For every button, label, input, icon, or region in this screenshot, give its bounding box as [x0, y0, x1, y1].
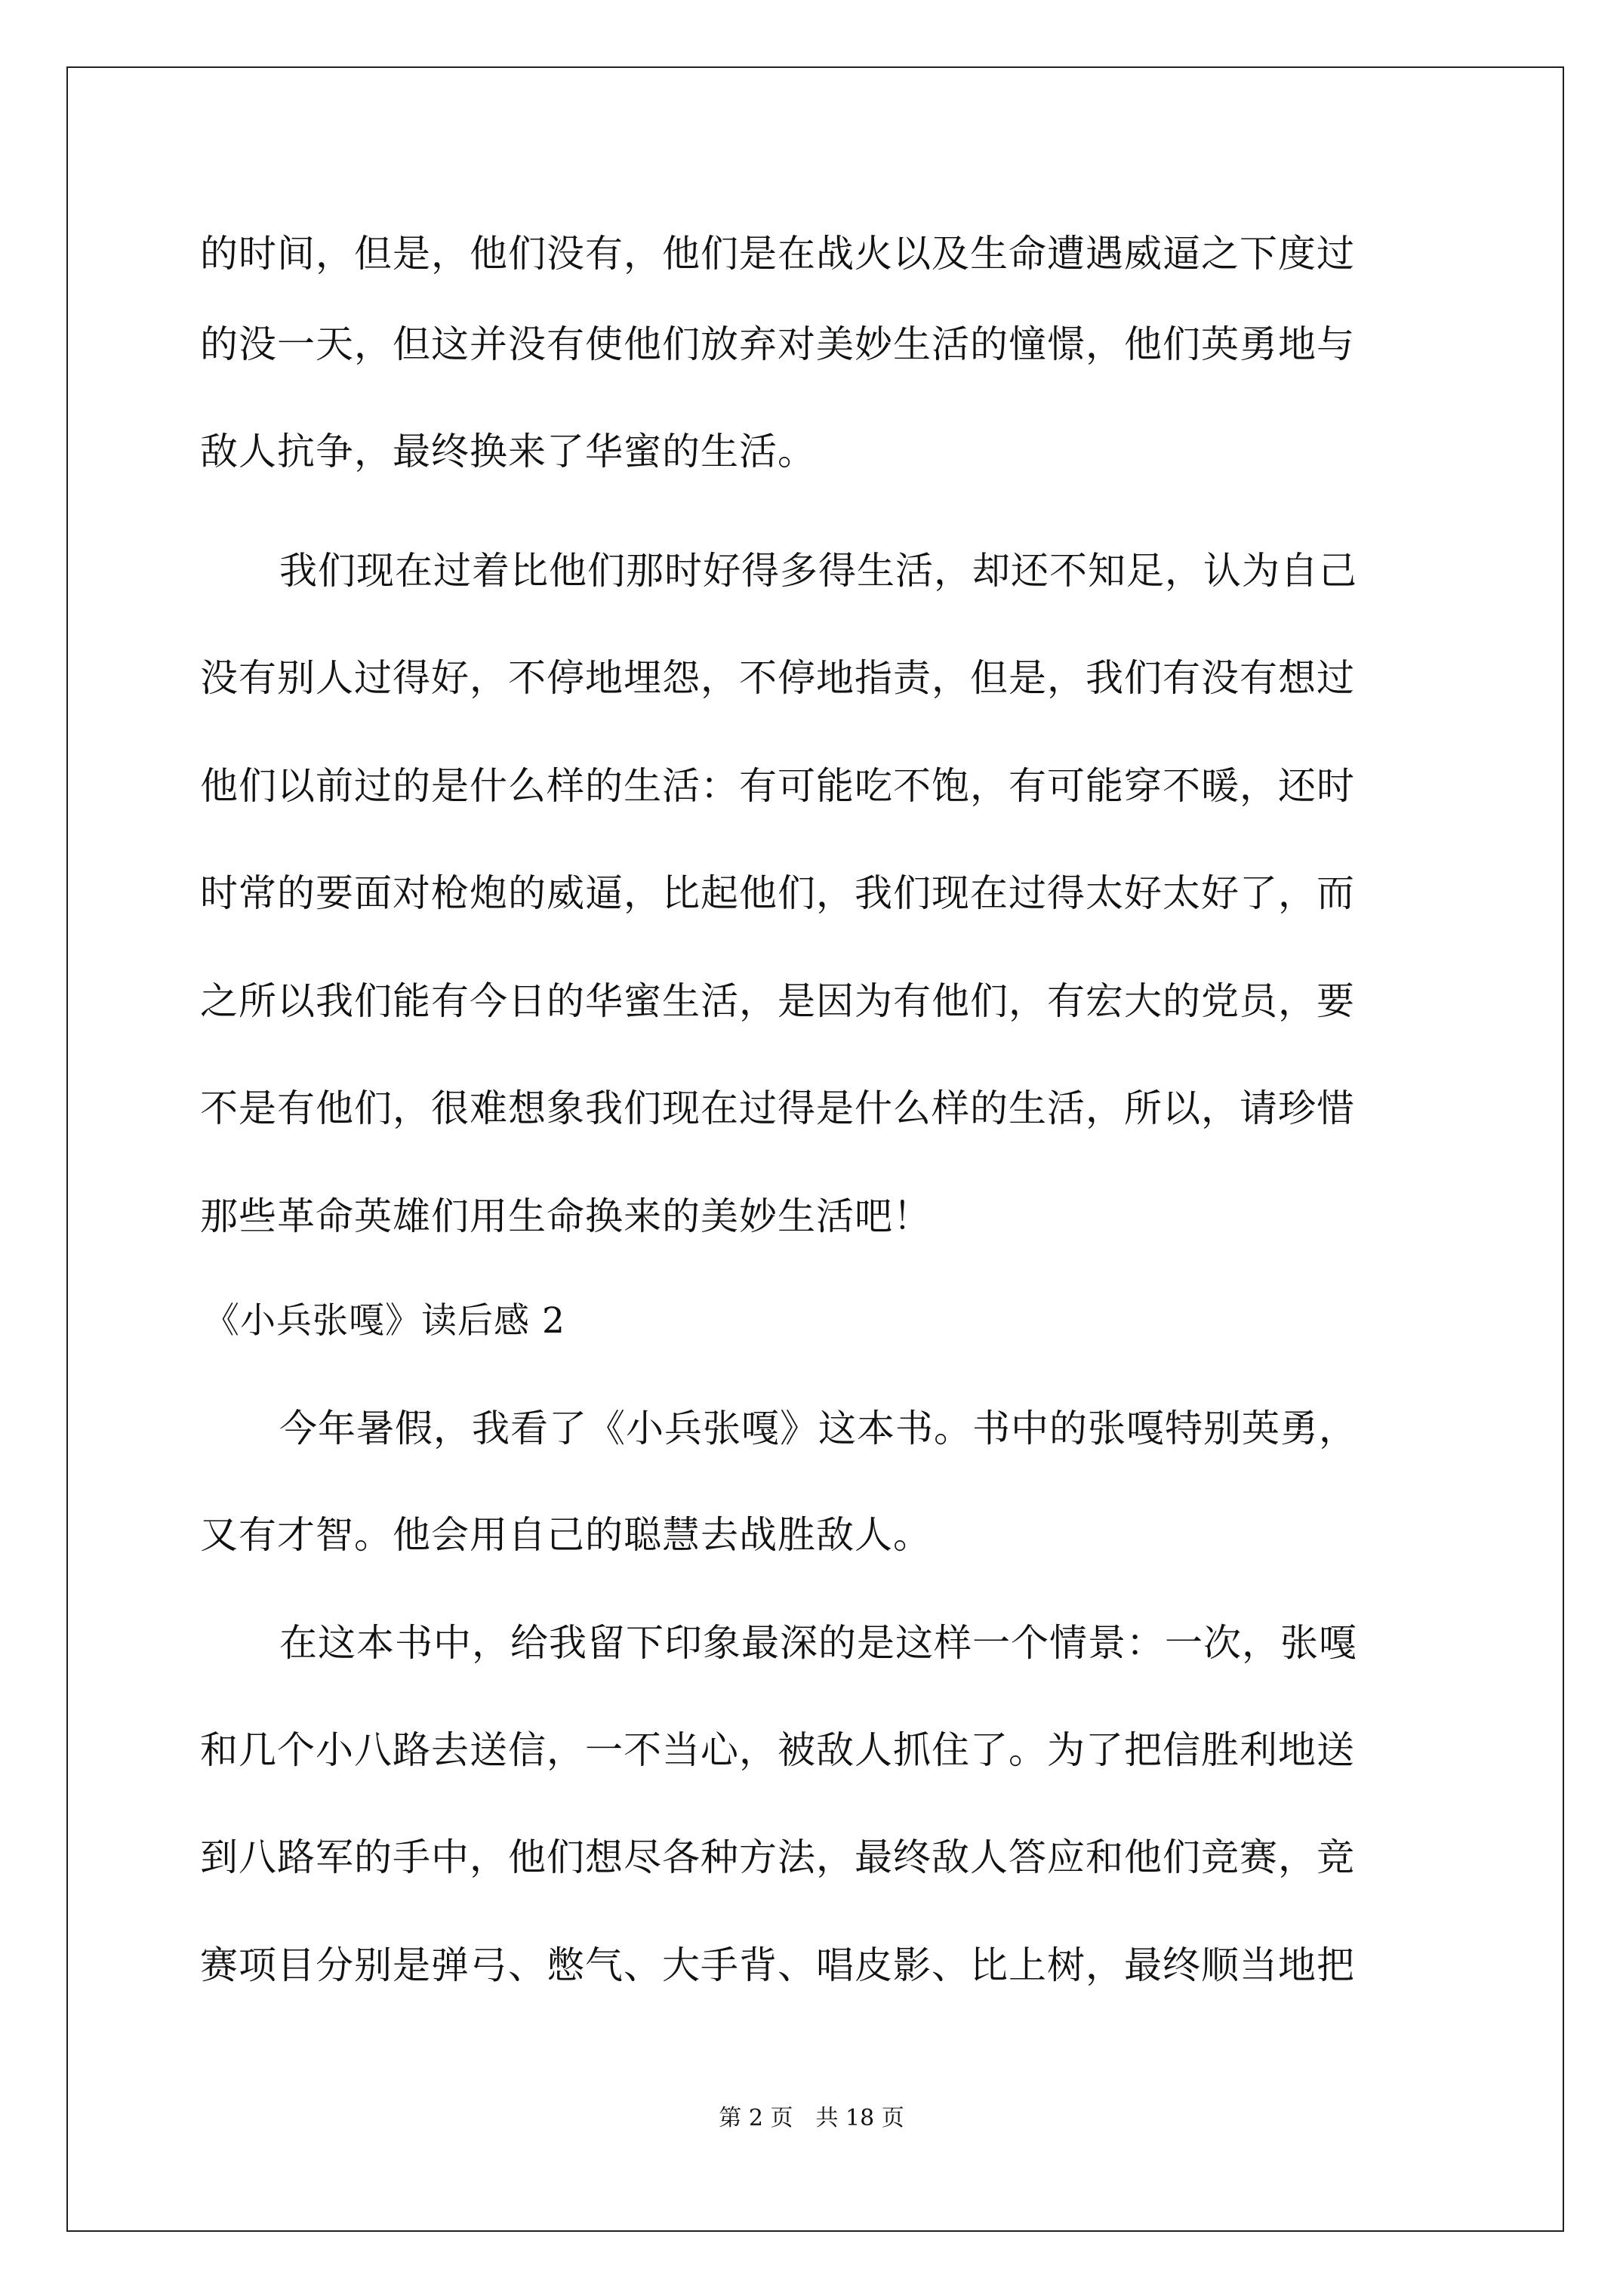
paragraph-2-line-7: 那些革命英雄们用生命换来的美妙生活吧！: [200, 1194, 932, 1238]
paragraph-3-line-1: 今年暑假，我看了《小兵张嘎》这本书。书中的张嘎特别英勇，: [279, 1407, 1357, 1450]
paragraph-4-line-4: 赛项目分别是弹弓、憋气、大手背、唱皮影、比上树，最终顺当地把: [200, 1943, 1355, 1987]
paragraph-2-line-6: 不是有他们，很难想象我们现在过得是什么样的生活，所以，请珍惜: [200, 1086, 1355, 1130]
paragraph-4-line-3: 到八路军的手中，他们想尽各种方法，最终敌人答应和他们竞赛，竞: [200, 1835, 1355, 1879]
paragraph-3-line-2: 又有才智。他会用自己的聪慧去战胜敌人。: [200, 1513, 932, 1557]
paragraph-2-line-3: 他们以前过的是什么样的生活：有可能吃不饱，有可能穿不暖，还时: [200, 764, 1355, 808]
paragraph-1-line-1: 的时间，但是，他们没有，他们是在战火以及生命遭遇威逼之下度过: [200, 232, 1355, 276]
paragraph-1-line-3: 敌人抗争，最终换来了华蜜的生活。: [200, 430, 816, 473]
paragraph-1-line-2: 的没一天，但这并没有使他们放弃对美妙生活的憧憬，他们英勇地与: [200, 322, 1355, 366]
paragraph-2-line-1: 我们现在过着比他们那时好得多得生活，却还不知足，认为自己: [279, 549, 1357, 593]
section-heading: 《小兵张嘎》读后感 2: [204, 1300, 565, 1342]
page-border: [66, 66, 1564, 2232]
paragraph-2-line-2: 没有别人过得好，不停地埋怨，不停地指责，但是，我们有没有想过: [200, 656, 1355, 700]
paragraph-4-line-1: 在这本书中，给我留下印象最深的是这样一个情景：一次，张嘎: [279, 1621, 1357, 1665]
paragraph-4-line-2: 和几个小八路去送信，一不当心，被敌人抓住了。为了把信胜利地送: [200, 1728, 1355, 1772]
page-number-footer: 第 2 页 共 18 页: [719, 2105, 904, 2131]
paragraph-2-line-5: 之所以我们能有今日的华蜜生活，是因为有他们，有宏大的党员，要: [200, 979, 1355, 1023]
paragraph-2-line-4: 时常的要面对枪炮的威逼，比起他们，我们现在过得太好太好了，而: [200, 871, 1355, 915]
